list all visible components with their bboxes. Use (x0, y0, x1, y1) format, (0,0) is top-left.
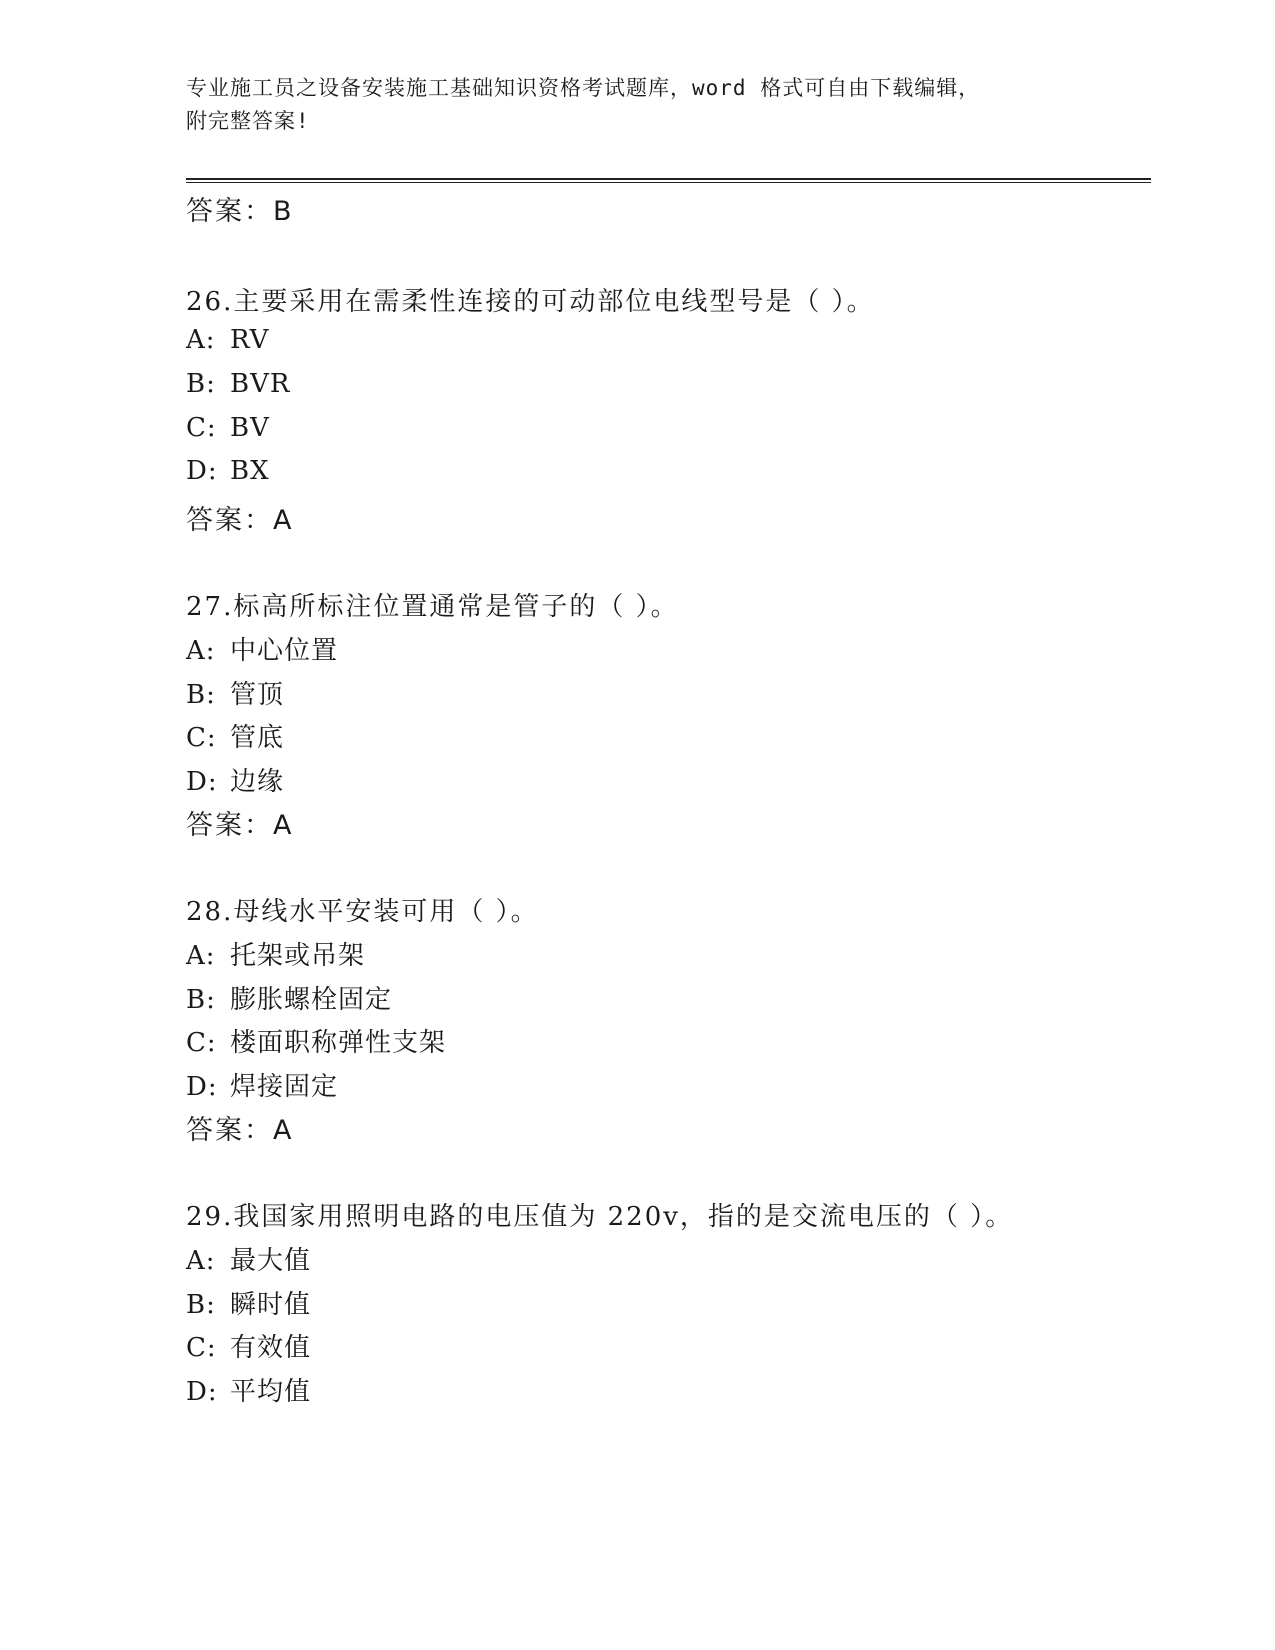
question-26-answer: 答案：A (186, 505, 294, 536)
header-line-1: 专业施工员之设备安装施工基础知识资格考试题库，word 格式可自由下载编辑， (186, 76, 981, 100)
question-26-option-a (186, 325, 269, 355)
question-28-option-b (186, 979, 392, 1016)
option-text: RV (230, 325, 270, 355)
option-text: 管底 (230, 723, 285, 753)
option-text: BVR (230, 369, 291, 399)
question-26-option-b (186, 369, 290, 399)
question-27-option-b (186, 674, 284, 711)
question-26-option-c (186, 413, 270, 443)
option-text: 焊接固定 (230, 1072, 339, 1102)
option-key: D: (186, 456, 218, 486)
question-27-option-c (186, 717, 284, 754)
option-text: 中心位置 (230, 636, 339, 666)
header-divider (186, 178, 1151, 183)
question-26-stem: 26.主要采用在需柔性连接的可动部位电线型号是（ ）。 (186, 287, 875, 317)
option-key: C: (186, 1028, 217, 1058)
question-26-option-d (186, 456, 270, 486)
option-key: C: (186, 1333, 217, 1363)
option-key: B: (186, 985, 216, 1015)
option-key: B: (186, 369, 216, 399)
question-28-option-d (186, 1066, 338, 1103)
question-29-option-c (186, 1327, 311, 1364)
option-text: BV (230, 413, 270, 443)
option-key: B: (186, 680, 216, 710)
question-27-stem: 27.标高所标注位置通常是管子的（ ）。 (186, 592, 679, 622)
option-key: B: (186, 1290, 216, 1320)
question-28-option-a (186, 935, 365, 972)
option-key: A: (186, 941, 216, 971)
question-28-option-c (186, 1022, 446, 1059)
document-header (186, 72, 1066, 138)
question-27-option-d (186, 761, 284, 798)
option-text: 最大值 (230, 1246, 312, 1276)
option-text: 管顶 (230, 680, 285, 710)
option-key: D: (186, 1072, 218, 1102)
question-28-answer: 答案：A (186, 1115, 294, 1146)
option-key: D: (186, 767, 218, 797)
option-key: C: (186, 723, 217, 753)
option-key: A: (186, 1246, 216, 1276)
option-text: 托架或吊架 (230, 941, 366, 971)
question-27-option-a (186, 630, 338, 667)
option-text: 边缘 (230, 767, 285, 797)
question-27-answer: 答案：A (186, 810, 294, 841)
option-text: 膨胀螺栓固定 (230, 985, 393, 1015)
option-text: 平均值 (230, 1377, 312, 1407)
question-28-stem: 28.母线水平安装可用（ ）。 (186, 897, 539, 927)
option-text: 楼面职称弹性支架 (230, 1028, 447, 1058)
question-29-stem: 29.我国家用照明电路的电压值为 220v，指的是交流电压的（ ）。 (186, 1202, 1014, 1232)
question-29-option-a (186, 1240, 311, 1277)
option-text: 瞬时值 (230, 1290, 312, 1320)
question-29-option-d (186, 1371, 311, 1408)
header-line-2: 附完整答案! (186, 109, 310, 133)
option-key: C: (186, 413, 217, 443)
option-text: BX (230, 456, 270, 486)
option-text: 有效值 (230, 1333, 312, 1363)
option-key: A: (186, 636, 216, 666)
option-key: A: (186, 325, 216, 355)
option-key: D: (186, 1377, 218, 1407)
question-29-option-b (186, 1284, 311, 1321)
answer-previous: 答案：B (186, 196, 294, 227)
